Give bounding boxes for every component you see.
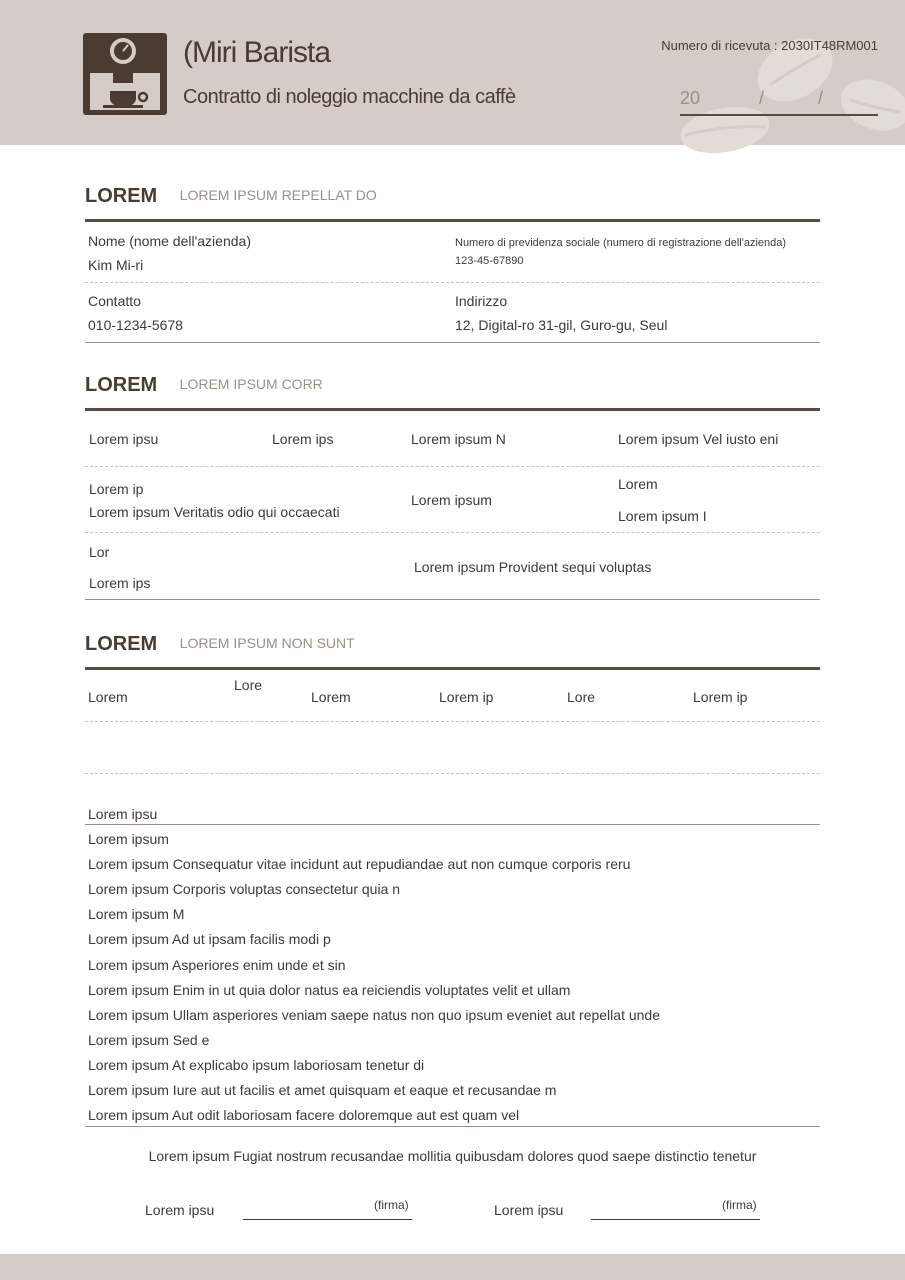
section-heading (85, 185, 377, 208)
divider (85, 599, 820, 600)
list-item: Lorem ipsum Ullam asperiores veniam saepe natus non quo ipsum eveniet aut repellat unde (88, 1006, 660, 1023)
field-label: Lorem (618, 476, 658, 492)
table-row-divider (85, 773, 820, 774)
section-title: LOREM (85, 374, 158, 396)
document-subtitle: Contratto di noleggio macchine da caffè (183, 86, 516, 108)
divider (85, 219, 820, 222)
table-column-header: Lorem ip (693, 689, 748, 705)
signature-label: Lorem ipsu (145, 1202, 215, 1218)
header-band (0, 0, 905, 145)
address-label: Indirizzo (455, 293, 508, 309)
divider (85, 342, 820, 343)
divider (85, 408, 820, 411)
field-label: Lorem ipsum Provident sequi voluptas (414, 559, 652, 575)
terms-list (88, 806, 818, 1126)
field-label: Lorem ipsum (411, 492, 492, 508)
table-column-header: Lore (567, 689, 596, 705)
section-title: LOREM (85, 185, 158, 207)
field-label: Lorem ips (272, 431, 334, 447)
list-item: Lorem ipsum Sed e (88, 1031, 210, 1048)
name-label: Nome (nome dell'azienda) (88, 233, 251, 249)
field-label: Lorem ipsum I (618, 508, 707, 524)
field-label: Lorem ipsu (89, 431, 159, 447)
table-row-divider (85, 721, 820, 722)
ssn-value: 123-45-67890 (455, 255, 524, 267)
signature-line[interactable] (243, 1219, 412, 1220)
table-column-header: Lorem ip (439, 689, 494, 705)
agreement-note: Lorem ipsum Fugiat nostrum recusandae mollitia quibusdam dolores quod saepe distinctio tenetur (148, 1148, 757, 1164)
signature-line[interactable] (591, 1219, 760, 1220)
list-item: Lorem ipsum At explicabo ipsum laboriosam tenetur di (88, 1056, 425, 1073)
section-heading (85, 374, 323, 397)
date-year-prefix: 20 (680, 88, 701, 108)
field-label: Lorem ipsum Veritatis odio qui occaecati (89, 504, 340, 520)
list-item: Lorem ipsum Aut odit laboriosam facere doloremque aut est quam vel (88, 1107, 520, 1124)
section-heading (85, 633, 355, 656)
date-separator: / (759, 88, 765, 108)
signature-hint: (firma) (722, 1198, 757, 1212)
name-value: Kim Mi-ri (88, 257, 144, 273)
divider (85, 466, 820, 467)
date-separator: / (818, 88, 824, 108)
address-value: 12, Digital-ro 31-gil, Guro-gu, Seul (455, 317, 668, 333)
list-item: Lorem ipsum (88, 831, 169, 848)
field-label: Lorem ips (89, 575, 151, 591)
signature-hint: (firma) (374, 1198, 409, 1212)
list-item: Lorem ipsum Asperiores enim unde et sin (88, 956, 346, 973)
section-subtitle: LOREM IPSUM REPELLAT DO (179, 187, 377, 203)
divider (85, 667, 820, 670)
coffee-machine-icon (83, 33, 167, 115)
list-item: Lorem ipsum Ad ut ipsam facilis modi p (88, 931, 331, 948)
signature-label: Lorem ipsu (494, 1202, 564, 1218)
section-title: LOREM (85, 633, 158, 655)
field-label: Lorem ipsum Vel iusto eni (618, 431, 779, 447)
table-column-header: Lorem (311, 689, 351, 705)
contact-label: Contatto (88, 293, 141, 309)
list-item: Lorem ipsu (88, 806, 158, 822)
list-item: Lorem ipsum Consequatur vitae incidunt aut repudiandae aut non cumque corporis reru (88, 856, 631, 873)
table-column-header: Lorem (88, 689, 128, 705)
section-subtitle: LOREM IPSUM NON SUNT (179, 635, 355, 651)
section-subtitle: LOREM IPSUM CORR (179, 376, 323, 392)
divider (85, 1126, 820, 1127)
ssn-label: Numero di previdenza sociale (numero di registrazione dell'azienda) (455, 237, 787, 249)
field-label: Lorem ip (89, 481, 144, 497)
divider (85, 282, 820, 283)
list-item: Lorem ipsum M (88, 906, 185, 923)
field-label: Lor (89, 544, 110, 560)
divider (85, 532, 820, 533)
date-field[interactable] (680, 86, 878, 116)
contact-value: 010-1234-5678 (88, 317, 183, 333)
list-item: Lorem ipsum Corporis voluptas consectetur quia n (88, 881, 401, 898)
footer-band (0, 1254, 905, 1280)
receipt-number: Numero di ricevuta : 2030IT48RM001 (661, 38, 878, 53)
brand-name: (Miri Barista (183, 36, 331, 69)
list-item: Lorem ipsum Enim in ut quia dolor natus ea reiciendis voluptates velit et ullam (88, 981, 571, 998)
field-label: Lorem ipsum N (411, 431, 506, 447)
list-item: Lorem ipsum Iure aut ut facilis et amet quisquam et eaque et recusandae m (88, 1082, 557, 1099)
table-column-header: Lore (234, 677, 263, 693)
